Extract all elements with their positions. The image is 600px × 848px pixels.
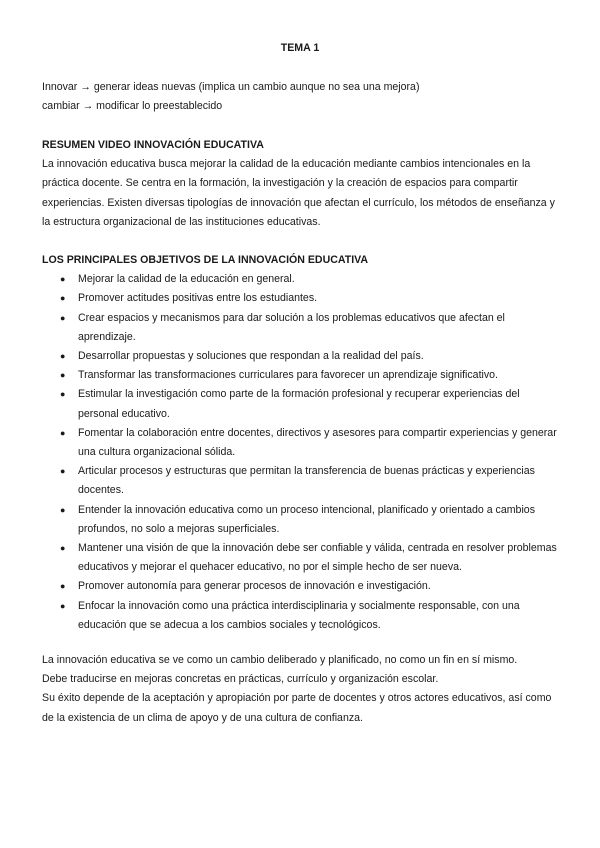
bullet-icon: ● <box>60 504 66 515</box>
page-title: TEMA 1 <box>280 42 320 54</box>
list-item: ● Mejorar la calidad de la educación en general. <box>42 270 562 289</box>
list-item: ● Entender la innovación educativa como un proceso intencional, planificado y orientado a cambios profundos, no solo a mejoras superficiales. <box>42 501 562 539</box>
summary-paragraph: La innovación educativa busca mejorar la calidad de la educación mediante cambios intencionales en la práctica docente. Se centra en la formación, la investigación y la creación de espacios para compartir experiencias. Existen diversas tipologías de innovación que afectan el currículo, los métodos de enseñanza y la estructura organizacional de las instituciones educativas. <box>42 158 555 228</box>
list-item: ● Estimular la investigación como parte de la formación profesional y recuperar experiencias del personal educativo. <box>42 385 562 423</box>
definitions <box>42 78 562 116</box>
objectives-section <box>42 251 562 635</box>
list-item: ● Mantener una visión de que la innovación debe ser confiable y válida, centrada en resolver problemas educativos y mejorar el quehacer educativo, no por el simple hecho de ser nueva. <box>42 539 562 577</box>
bullet-icon: ● <box>60 312 66 323</box>
definition-cambiar: cambiar → modificar lo preestablecido <box>42 100 223 113</box>
list-item: ● Transformar las transformaciones curriculares para favorecer un aprendizaje significativo. <box>42 366 562 385</box>
bullet-icon: ● <box>60 351 66 362</box>
bullet-icon: ● <box>60 274 66 285</box>
bullet-icon: ● <box>60 389 66 400</box>
list-item: ● Promover actitudes positivas entre los estudiantes. <box>42 289 562 308</box>
list-item: ● Crear espacios y mecanismos para dar solución a los problemas educativos que afectan el aprendizaje. <box>42 309 562 347</box>
definition-innovar: Innovar → generar ideas nuevas (implica un cambio aunque no sea una mejora) <box>42 81 420 93</box>
bullet-icon: ● <box>60 543 66 554</box>
summary-heading: RESUMEN VIDEO INNOVACIÓN EDUCATIVA <box>42 139 264 151</box>
objectives-heading: LOS PRINCIPALES OBJETIVOS DE LA INNOVACIÓN EDUCATIVA <box>42 254 369 266</box>
closing-line: La innovación educativa se ve como un cambio deliberado y planificado, no como un fin en sí mismo. <box>42 654 518 666</box>
list-item: ● Articular procesos y estructuras que permitan la transferencia de buenas prácticas y experiencias docentes. <box>42 462 562 500</box>
closing-paragraph: Su éxito depende de la aceptación y apropiación por parte de docentes y otros actores educativos, así como de la existencia de un clima de apoyo y de una cultura de confianza. <box>42 692 552 724</box>
list-item: ● Promover autonomía para generar procesos de innovación e investigación. <box>42 577 562 596</box>
bullet-icon: ● <box>60 466 66 477</box>
list-item: ● Fomentar la colaboración entre docentes, directivos y asesores para compartir experiencias y generar una cultura organizacional sólida. <box>42 424 562 462</box>
bullet-icon: ● <box>60 581 66 592</box>
closing-section <box>42 651 562 728</box>
bullet-icon: ● <box>60 370 66 381</box>
bullet-icon: ● <box>60 427 66 438</box>
objectives-list <box>42 270 562 635</box>
bullet-icon: ● <box>60 600 66 611</box>
closing-line: Debe traducirse en mejoras concretas en prácticas, currículo y organización escolar. <box>42 673 439 686</box>
summary-section <box>42 136 562 232</box>
list-item: ● Enfocar la innovación como una práctica interdisciplinaria y socialmente responsable, con una educación que se adecua a los cambios sociales y tecnológicos. <box>42 597 562 635</box>
bullet-icon: ● <box>60 293 66 304</box>
list-item: ● Desarrollar propuestas y soluciones que respondan a la realidad del país. <box>42 347 562 366</box>
